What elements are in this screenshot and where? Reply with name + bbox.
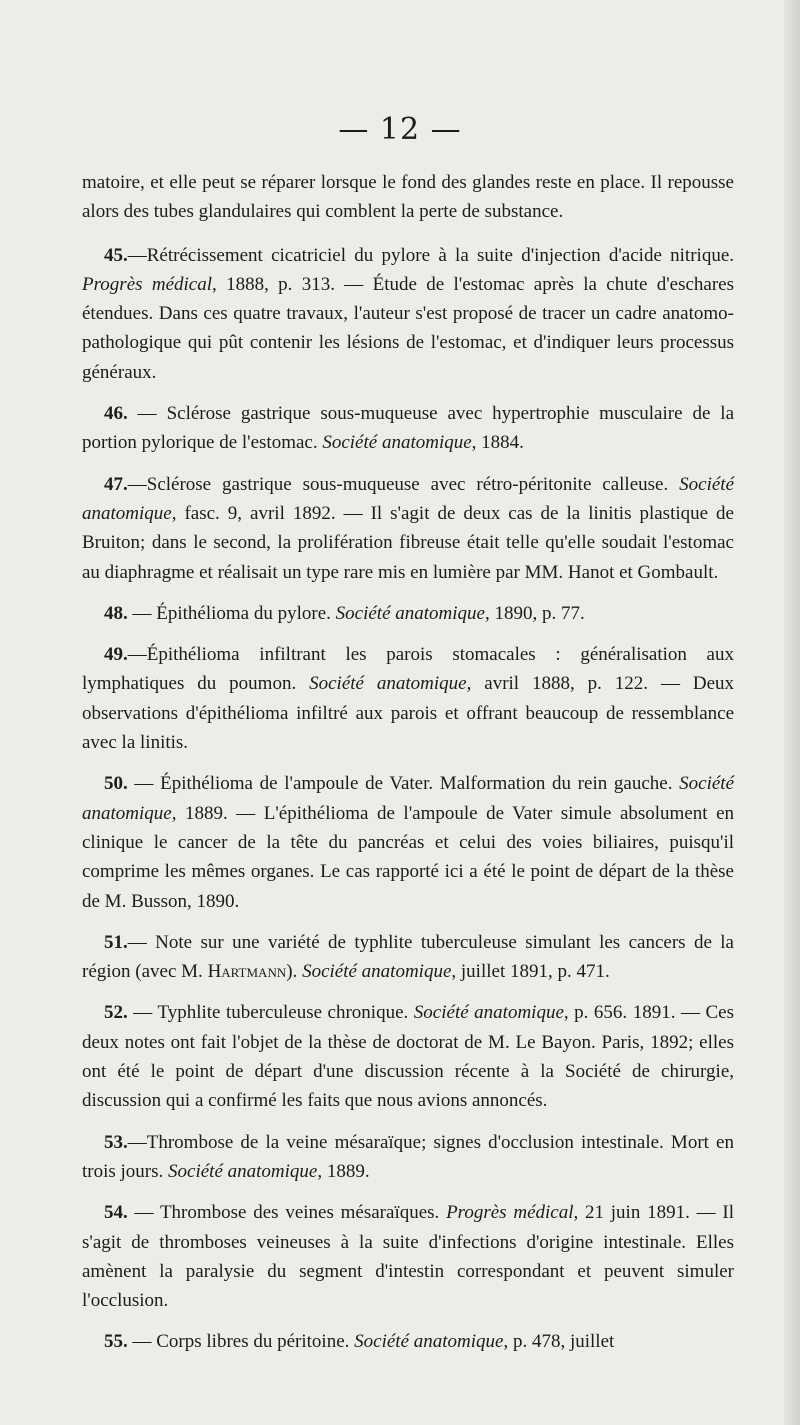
entry-text: , 1890, p. 77. <box>484 602 585 624</box>
entry-text: — Sclérose gastrique sous-muqueuse avec hypertrophie musculaire de la portion pylorique de l'estomac. <box>82 403 734 454</box>
bibliography-entry-52 <box>82 998 734 1115</box>
entry-number: 53. <box>104 1131 128 1153</box>
entry-number: 52. <box>104 1002 128 1024</box>
entry-text: , fasc. 9, avril 1892. — Il s'agit de deux cas de la linitis plastique de Bruiton; dans le second, la prolifération fibreuse était telle qu'elle soudait l'estomac au diaphragme et réalisait un type rare mis en lumière par MM. Hanot et Gombault. <box>82 502 734 583</box>
text-body <box>82 168 734 1369</box>
entry-text: —Rétrécissement cicatriciel du pylore à la suite d'injection d'acide nitrique. <box>127 244 734 266</box>
entry-number: 46. <box>104 403 128 425</box>
entry-text: — Corps libres du péritoine. <box>127 1331 355 1353</box>
bibliography-entry-53 <box>82 1128 734 1187</box>
journal-title: Progrès médical <box>446 1202 574 1224</box>
entry-text: — Épithélioma de l'ampoule de Vater. Malformation du rein gauche. <box>127 773 680 795</box>
entry-number: 47. <box>104 473 128 495</box>
entry-text: , 1888, p. 313. — Étude de l'estomac après la chute d'eschares étendues. Dans ces quatre travaux, l'auteur s'est proposé de tracer un cadre anatomo-pathologique qui pût contenir les lésions de l'estomac, et d'indiquer leurs processus généraux. <box>82 273 735 383</box>
entry-text: —Épithélioma infiltrant les parois stomacales : généralisation aux lymphatiques du poumon. <box>82 644 734 695</box>
entry-text: , juillet 1891, p. 471. <box>451 961 610 983</box>
bibliography-entry-45 <box>82 241 734 387</box>
entry-text: , p. 656. 1891. — Ces deux notes ont fait l'objet de la thèse de doctorat de M. Le Bayon. Paris, 1892; elles ont été le point de départ d'une discussion récente à la Société de chirurgie, discussion qui a confirmé les faits que nous avions annoncés. <box>82 1002 734 1112</box>
journal-title: Société anatomique <box>335 602 485 624</box>
entry-number: 51. <box>104 931 128 953</box>
entry-text: —Thrombose de la veine mésaraïque; signes d'occlusion intestinale. Mort en trois jours. <box>82 1131 734 1182</box>
entry-number: 54. <box>104 1202 128 1224</box>
journal-title: Société anatomique <box>82 773 734 824</box>
journal-title: Société anatomique <box>413 1002 564 1024</box>
bibliography-entry-55 <box>82 1327 734 1356</box>
entry-text: — Épithélioma du pylore. <box>127 602 336 624</box>
entry-text: matoire, et elle peut se réparer lorsque le fond des glandes reste en place. Il repousse alors des tubes glandulaires qui comblent la perte de substance. <box>82 172 734 223</box>
bibliography-entry-50 <box>82 769 734 915</box>
journal-title: Société anatomique <box>354 1331 504 1353</box>
page-number: — 12 — <box>338 112 462 147</box>
bibliography-entry-54 <box>82 1198 734 1315</box>
entry-text: ). <box>286 961 303 983</box>
entry-text: —Sclérose gastrique sous-muqueuse avec rétro-péritonite calleuse. <box>127 473 680 495</box>
bibliography-entry-49 <box>82 640 734 757</box>
entry-text: , 1884. <box>471 432 524 454</box>
entry-text: , 21 juin 1891. — Il s'agit de thromboses veineuses à la suite d'infections d'origine intestinale. Elles amènent la paralysie du segment d'intestin correspondant et peuvent simuler l'occlusion. <box>82 1202 734 1312</box>
entry-number: 50. <box>104 773 128 795</box>
bibliography-entry-47 <box>82 470 734 587</box>
entry-number: 45. <box>104 244 128 266</box>
entry-number: 55. <box>104 1331 128 1353</box>
journal-title: Société anatomique <box>82 473 734 524</box>
entry-text: — Note sur une variété de typhlite tuberculeuse simulant les cancers de la région (avec M. <box>82 931 734 983</box>
paragraph-continuation <box>82 168 734 227</box>
bibliography-entry-48 <box>82 599 734 628</box>
entry-text: , 1889. <box>317 1160 370 1182</box>
journal-title: Société anatomique <box>309 673 467 695</box>
entry-text: , avril 1888, p. 122. — Deux observations d'épithélioma infiltré aux parois et offrant beaucoup de ressemblance avec la linitis. <box>82 673 735 754</box>
entry-number: 49. <box>104 644 128 666</box>
author-name: Hartmann <box>207 961 287 983</box>
entry-number: 48. <box>104 602 128 624</box>
bibliography-entry-46 <box>82 399 734 458</box>
journal-title: Société anatomique <box>322 432 472 454</box>
page-edge-shadow <box>784 0 800 1425</box>
entry-text: , p. 478, juillet <box>503 1331 615 1353</box>
entry-text: , 1889. — L'épithélioma de l'ampoule de Vater simule absolument en clinique le cancer de la tête du pancréas et celui des voies biliaires, puisqu'il comprime les mêmes organes. Le cas rapporté ici a été le point de départ de la thèse de M. Busson, 1890. <box>82 802 734 912</box>
entry-text: — Typhlite tuberculeuse chronique. <box>127 1002 414 1024</box>
journal-title: Société anatomique <box>168 1160 318 1182</box>
journal-title: Progrès médical <box>82 273 212 295</box>
journal-title: Société anatomique <box>302 961 452 983</box>
bibliography-entry-51 <box>82 928 734 987</box>
entry-text: — Thrombose des veines mésaraïques. <box>127 1202 447 1224</box>
